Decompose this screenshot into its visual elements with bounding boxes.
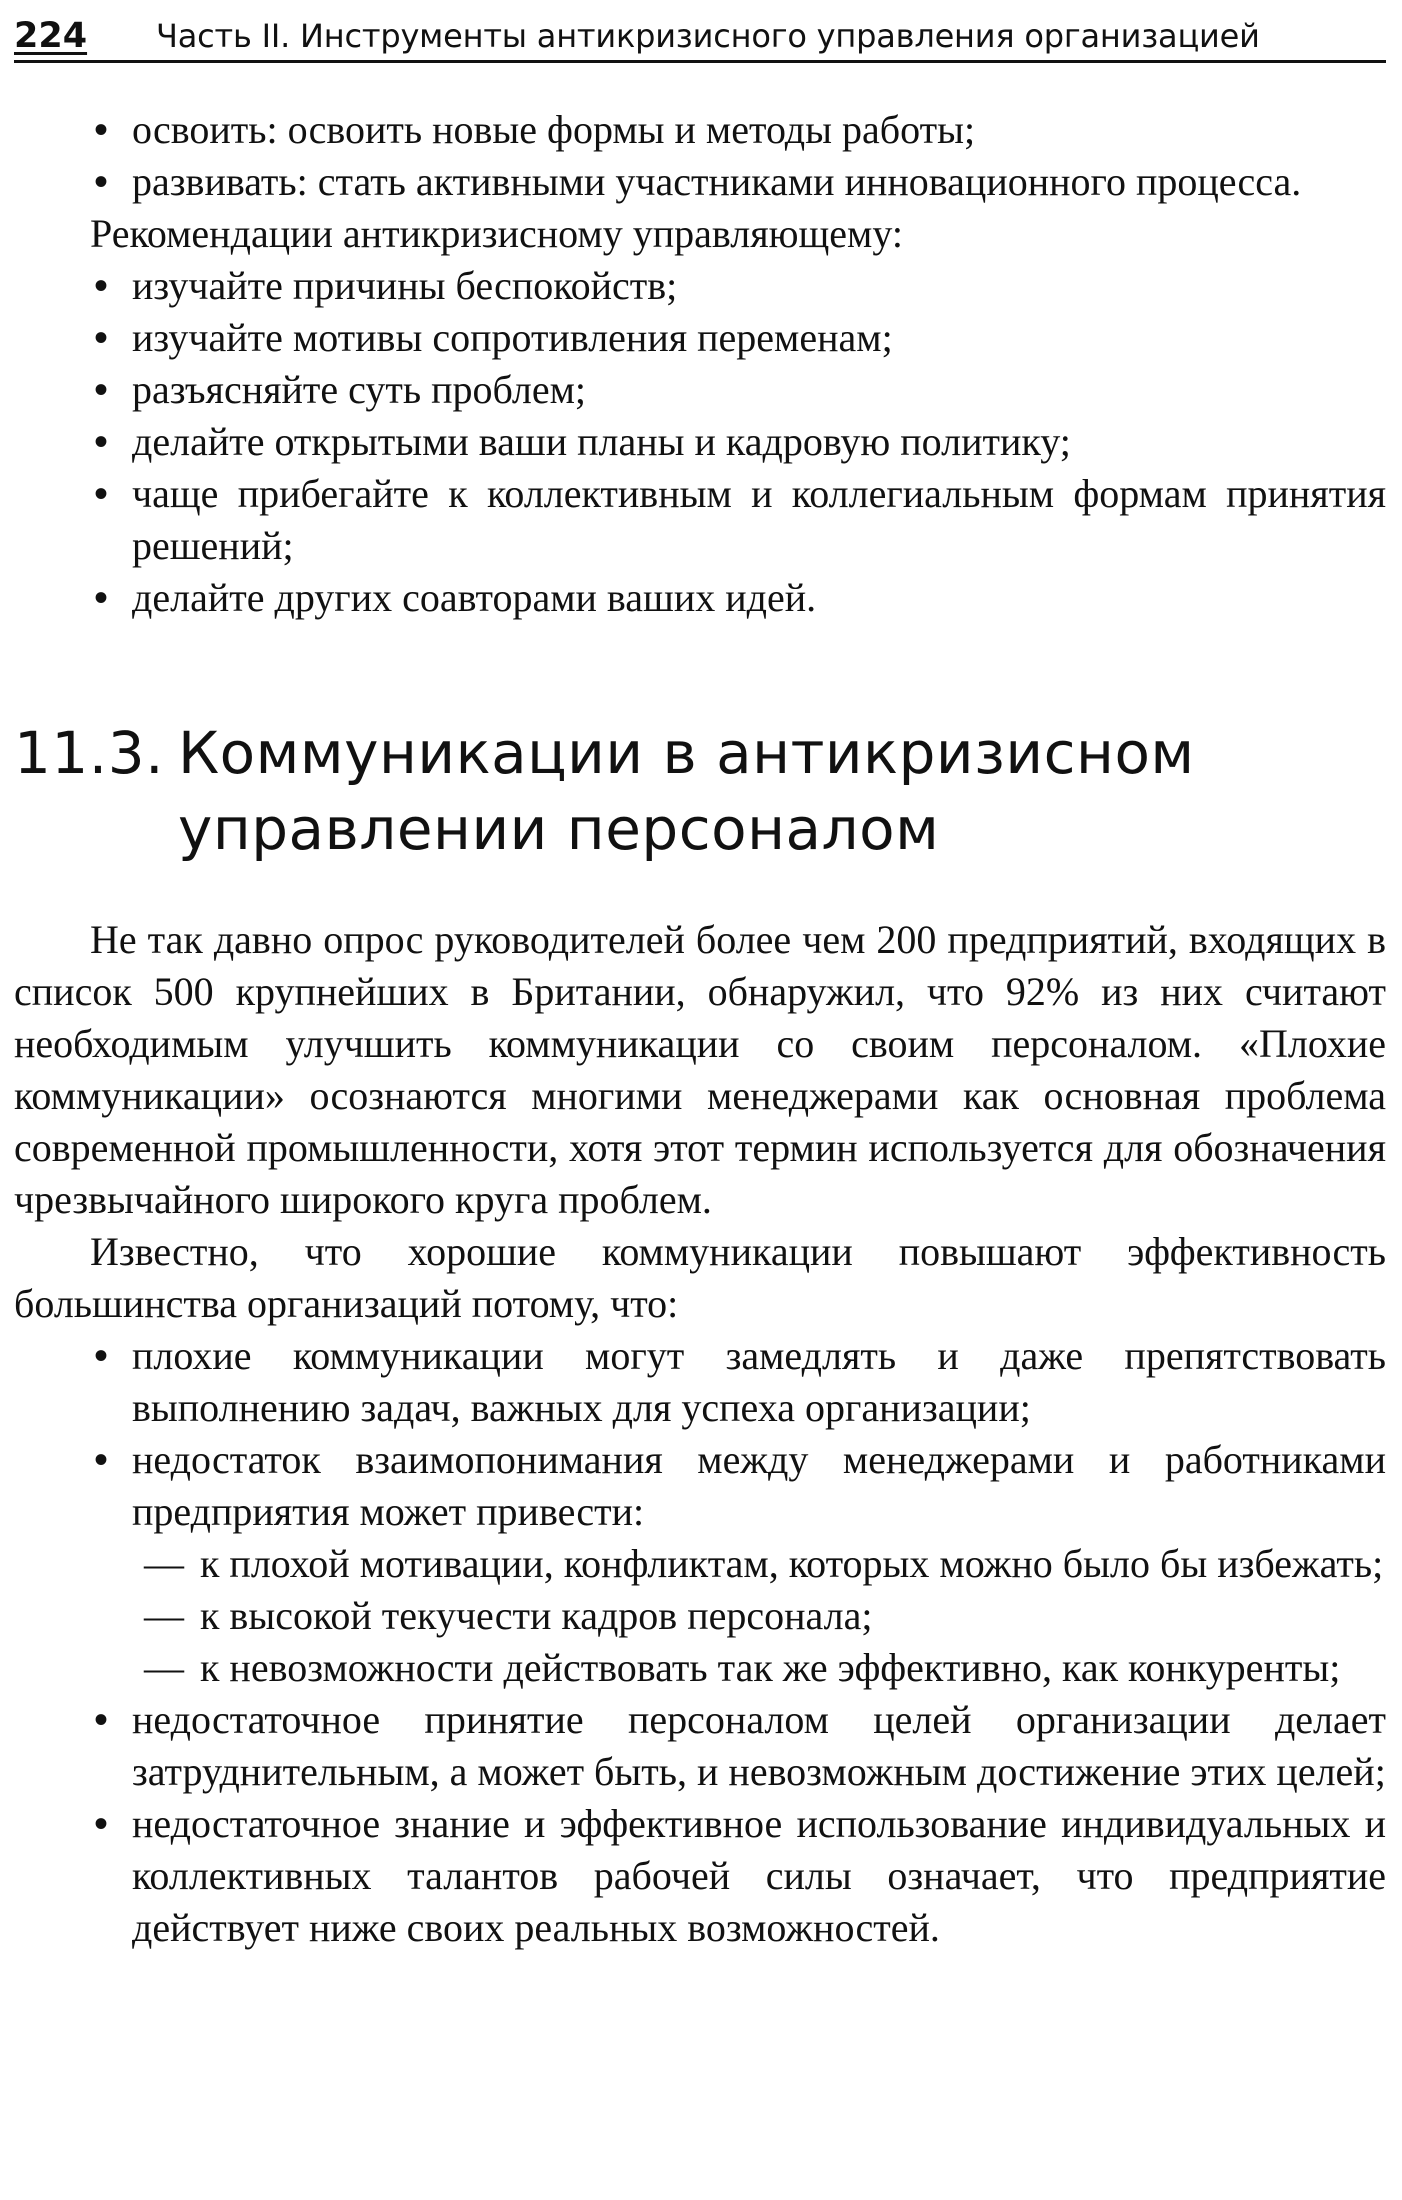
list-item: • освоить: освоить новые формы и методы работы; bbox=[14, 104, 1386, 156]
top-text-block bbox=[14, 104, 1386, 624]
bullet-icon: • bbox=[94, 1437, 109, 1482]
bullet-icon: • bbox=[94, 107, 109, 152]
sub-list-item: — к высокой текучести кадров персонала; bbox=[14, 1590, 1386, 1642]
bullet-icon: • bbox=[94, 263, 109, 308]
paragraph: Известно, что хорошие коммуникации повышают эффективность большинства организаций потому, что: bbox=[14, 1229, 1386, 1326]
sub-list-item: — к плохой мотивации, конфликтам, которых можно было бы избежать; bbox=[14, 1538, 1386, 1590]
list-item: • изучайте мотивы сопротивления переменам; bbox=[14, 312, 1386, 364]
bullet-icon: • bbox=[94, 471, 109, 516]
list-item: • делайте других соавторами ваших идей. bbox=[14, 572, 1386, 624]
section-title-line1: Коммуникации в антикризисном bbox=[178, 719, 1195, 787]
dash-icon: — bbox=[144, 1645, 184, 1690]
list-item: • недостаточное знание и эффективное использование индивидуальных и коллективных талантов рабочей силы означает, что предприятие действует ниже своих реальных возможностей. bbox=[14, 1798, 1386, 1954]
bullet-icon: • bbox=[94, 575, 109, 620]
list-item: • чаще прибегайте к коллективным и коллегиальным формам принятия решений; bbox=[14, 468, 1386, 572]
bullet-icon: • bbox=[94, 1697, 109, 1742]
list-item: • разъясняйте суть проблем; bbox=[14, 364, 1386, 416]
recommendations-list bbox=[14, 260, 1386, 624]
list-item: • развивать: стать активными участниками инновационного процесса. bbox=[14, 156, 1386, 208]
bullet-icon: • bbox=[94, 159, 109, 204]
bullet-icon: • bbox=[94, 1333, 109, 1378]
list-item: • недостаточное принятие персоналом целей организации делает затруднительным, а может быть, и невозможным достижение этих целей; bbox=[14, 1694, 1386, 1798]
bullet-icon: • bbox=[94, 1801, 109, 1846]
bullet-icon: • bbox=[94, 315, 109, 360]
recommendations-title: Рекомендации антикризисному управляющему: bbox=[90, 211, 903, 256]
bullet-icon: • bbox=[94, 419, 109, 464]
chapter-title: Часть II. Инструменты антикризисного управления организацией bbox=[156, 17, 1260, 55]
reasons-list bbox=[14, 1330, 1386, 1538]
dash-icon: — bbox=[144, 1593, 184, 1638]
continued-list bbox=[14, 104, 1386, 208]
list-item: • изучайте причины беспокойств; bbox=[14, 260, 1386, 312]
section-body bbox=[14, 914, 1386, 1954]
sub-list-item: — к невозможности действовать так же эффективно, как конкуренты; bbox=[14, 1642, 1386, 1694]
section-heading bbox=[14, 715, 1386, 867]
bullet-icon: • bbox=[94, 367, 109, 412]
page-number: 224 bbox=[14, 16, 88, 56]
section-title-line2: управлении персоналом bbox=[178, 795, 940, 863]
reasons-list-continued bbox=[14, 1694, 1386, 1954]
list-item: • делайте открытыми ваши планы и кадровую политику; bbox=[14, 416, 1386, 468]
paragraph: Не так давно опрос руководителей более чем 200 предприятий, входящих в список 500 крупнейших в Британии, обнаружил, что 92% из них считают необходимым улучшить коммуникации со своим персоналом. «Плохие коммуникации» осознаются многими менеджерами как основная проблема современной промышленности, хотя этот термин используется для обозначения чрезвычайного широкого круга проблем. bbox=[14, 917, 1386, 1222]
section-number: 11.3. bbox=[14, 719, 165, 787]
list-item: • недостаток взаимопонимания между менеджерами и работниками предприятия может привести: bbox=[14, 1434, 1386, 1538]
dash-icon: — bbox=[144, 1541, 184, 1586]
running-head bbox=[14, 10, 1386, 63]
consequences-list bbox=[14, 1538, 1386, 1694]
book-page bbox=[14, 0, 1386, 2200]
list-item: • плохие коммуникации могут замедлять и даже препятствовать выполнению задач, важных для успеха организации; bbox=[14, 1330, 1386, 1434]
